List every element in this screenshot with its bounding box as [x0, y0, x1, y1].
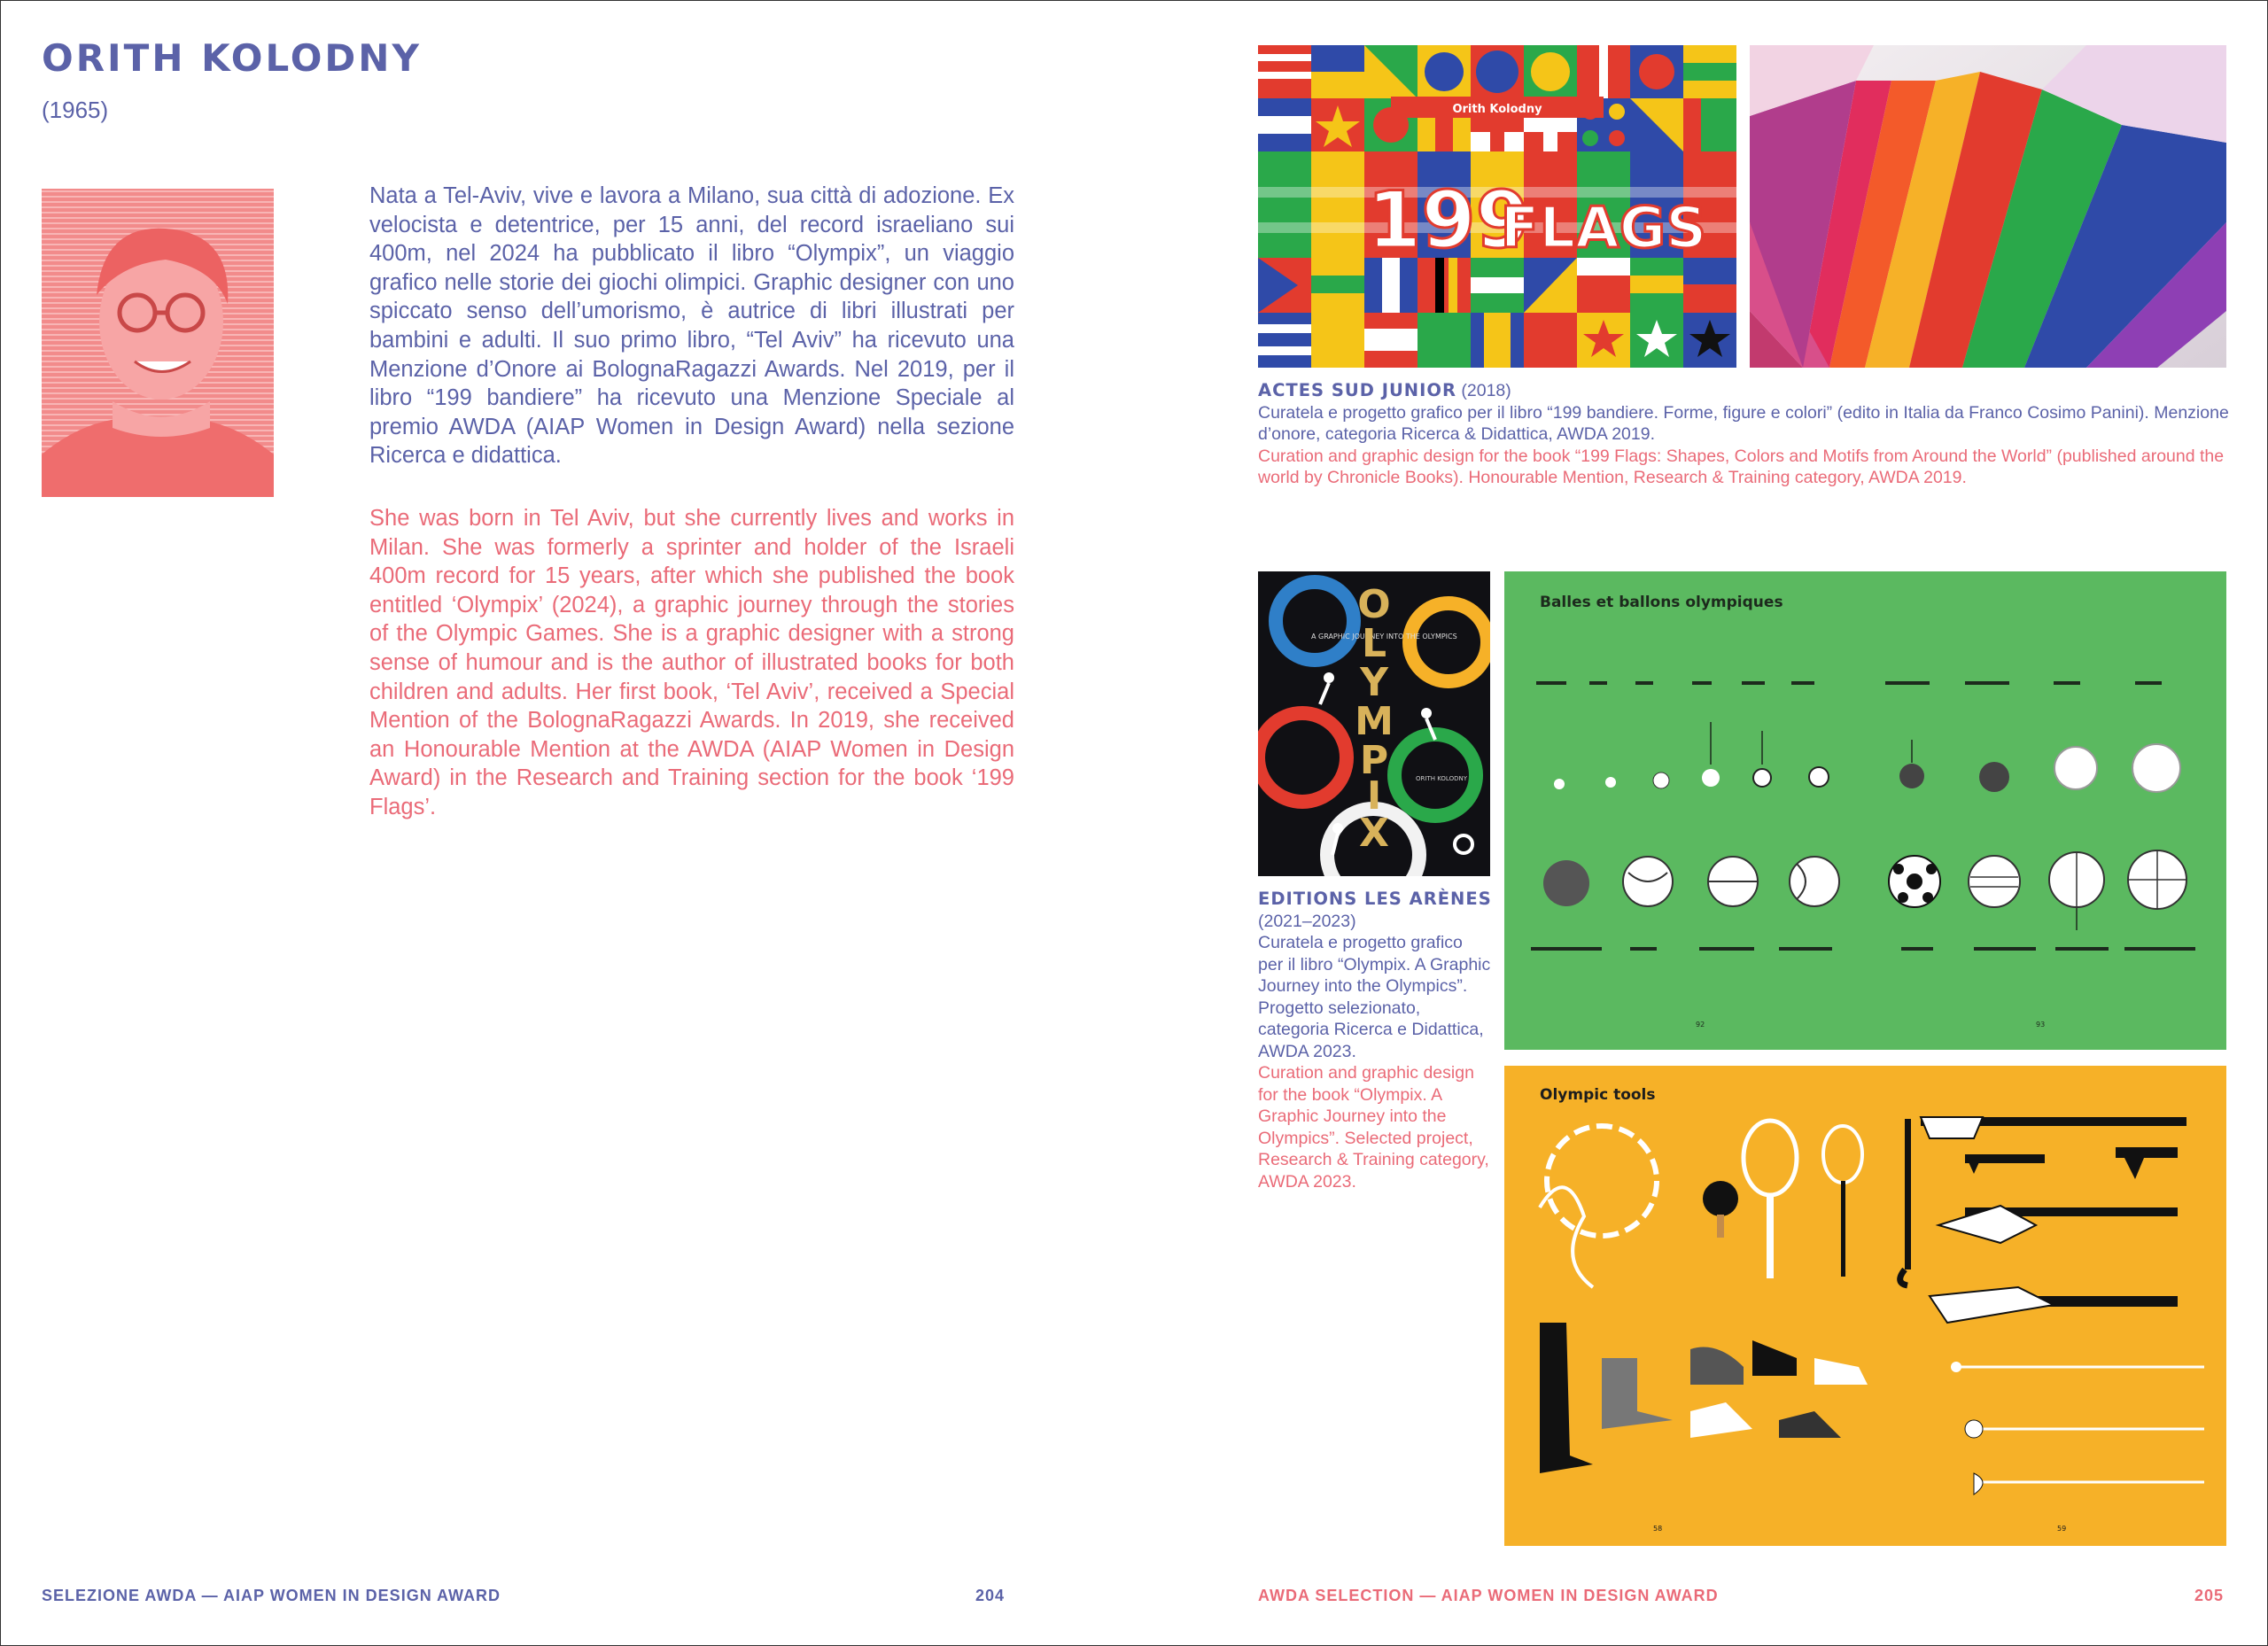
flags-year: (2018): [1461, 381, 1511, 400]
flags-cover-word: FLAGS: [1500, 196, 1707, 261]
tools-page-left: 58: [1653, 1525, 1663, 1533]
flags-book-caption: [1258, 380, 2233, 489]
olympic-balls-spread: [1504, 571, 2226, 1050]
svg-text:P: P: [1359, 738, 1389, 783]
flags-book-pages-photo: [1750, 45, 2226, 368]
svg-text:O: O: [1357, 582, 1391, 627]
olympix-book-cover: [1258, 571, 1490, 876]
balls-spread-title: Balles et ballons olympiques: [1540, 594, 1783, 611]
olympix-publisher: EDITIONS LES ARÈNES: [1258, 889, 1492, 909]
footer-left-title: SELEZIONE AWDA — AIAP WOMEN IN DESIGN AWARD: [42, 1587, 501, 1604]
flags-cover-author: Orith Kolodny: [1452, 103, 1542, 116]
author-years: (1965): [42, 97, 109, 123]
olympic-tools-spread: [1504, 1066, 2226, 1546]
bio-italian: Nata a Tel-Aviv, vive e lavora a Milano, sua città di adozione. Ex velocista e detentrice, per 15 anni, del record israeliano sui 400m, nel 2024 ha pubblicato il libro “Olympix”, un viaggio grafico nelle storie dei giochi olimpici. Graphic designer con uno spiccato senso dell’umorismo, è autrice di libri illustrati per bambini e adulti. Il suo primo libro, “Tel Aviv” ha ricevuto una Menzione d’Onore ai BolognaRagazzi Awards. Nel 2019, per il libro “199 bandiere” ha ricevuto una Menzione Speciale al premio AWDA (AIAP Women in Design Award) nella sezione Ricerca e didattica.: [369, 183, 1014, 469]
flags-caption-italian: Curatela e progetto grafico per il libro “199 bandiere. Forme, figure e colori” (edito in Italia da Franco Cosimo Panini). Menzione d’onore, categoria Ricerca & Didattica, AWDA 2019.: [1258, 402, 2229, 444]
svg-text:X: X: [1359, 811, 1389, 856]
balls-page-left: 92: [1696, 1021, 1705, 1029]
olympix-caption-english: Curation and graphic design for the book “Olympix. A Graphic Journey into the Olympics”. Selected project, Research & Training category, AWDA 2023.: [1258, 1063, 1489, 1192]
balls-page-right: 93: [2036, 1021, 2046, 1029]
author-portrait: [42, 189, 274, 497]
bio-english: She was born in Tel Aviv, but she currently lives and works in Milan. She was formerly a sprinter and holder of the Israeli 400m record for 15 years, after which she published the book entitled ‘Olympix’ (2024), a graphic journey through the stories of the Olympic Games. She is a graphic designer with a strong sense of humour and is the author of illustrated books for both children and adults. Her first book, ‘Tel Aviv’, received a Special Mention of the BolognaRagazzi Awards. In 2019, she received an Honourable Mention at the AWDA (AIAP Women in Design Award) in the Research and Training section for the book ‘199 Flags’.: [369, 506, 1014, 819]
flags-caption-english: Curation and graphic design for the book “199 Flags: Shapes, Colors and Motifs from Around the World” (published around the world by Chronicle Books). Honourable Mention, Research & Training category, AWDA 2019.: [1258, 446, 2225, 487]
svg-text:M: M: [1355, 699, 1394, 744]
svg-text:I: I: [1366, 773, 1382, 819]
olympix-book-caption: [1258, 889, 1492, 1192]
olympix-year: (2021–2023): [1258, 911, 1356, 931]
olympix-caption-italian: Curatela e progetto grafico per il libro “Olympix. A Graphic Journey into the Olympics”. Progetto selezionato, categoria Ricerca e Didattica, AWDA 2023.: [1258, 933, 1491, 1061]
flags-publisher: ACTES SUD JUNIOR: [1258, 380, 1456, 400]
svg-text:Y: Y: [1360, 660, 1388, 705]
footer-right-title: AWDA SELECTION — AIAP WOMEN IN DESIGN AWARD: [1258, 1587, 1719, 1604]
olympix-cover-subtitle: A GRAPHIC JOURNEY INTO THE OLYMPICS: [1311, 633, 1457, 641]
olympix-cover-author: ORITH KOLODNY: [1416, 775, 1467, 782]
page-number-right: 205: [2194, 1587, 2225, 1604]
svg-text:L: L: [1361, 621, 1387, 666]
flags-cover-number: 199: [1367, 175, 1530, 266]
tools-spread-title: Olympic tools: [1540, 1086, 1656, 1104]
page-number-left: 204: [975, 1587, 1006, 1604]
author-name: ORITH KOLODNY: [42, 36, 422, 80]
tools-page-right: 59: [2057, 1525, 2067, 1533]
flags-book-cover: [1258, 45, 1736, 368]
